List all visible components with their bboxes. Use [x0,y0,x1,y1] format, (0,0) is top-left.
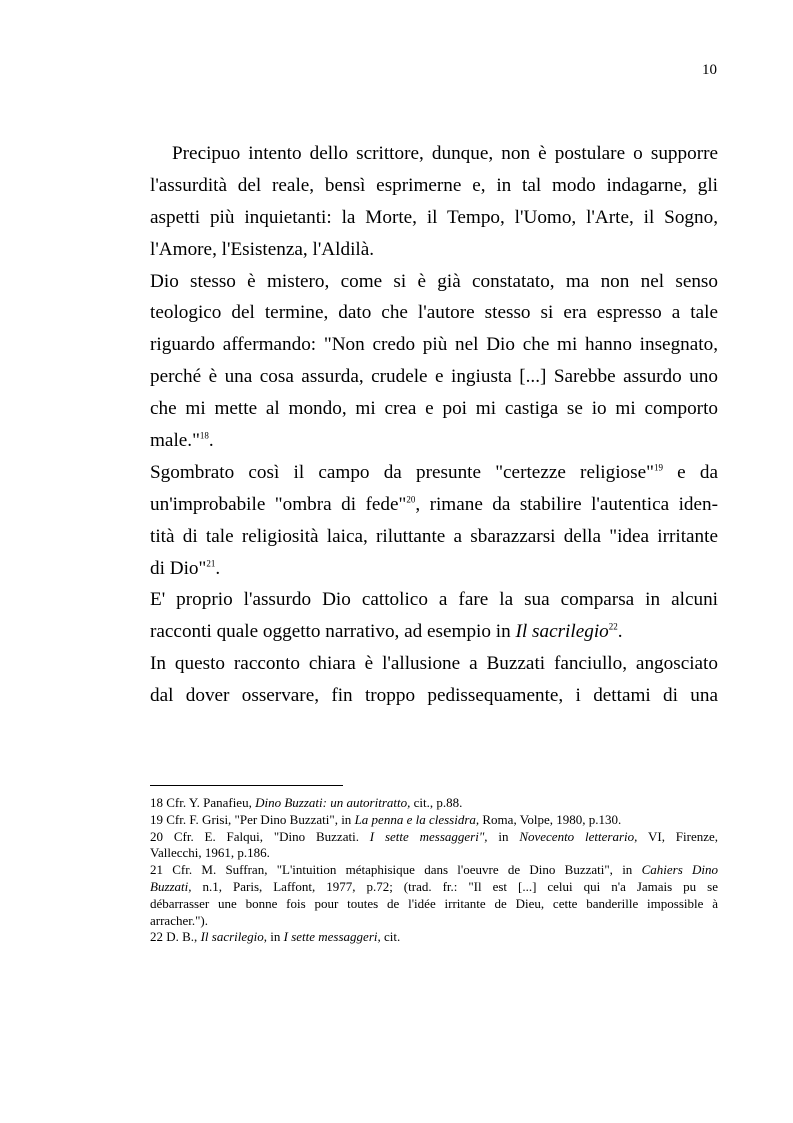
text-segment: Cfr. E. Falqui, "Dino Buzzati. [163,828,370,844]
work-title: I sette messaggeri", [369,828,488,844]
footnote-22 [150,929,718,946]
footnote-number: 20 [150,828,163,844]
footnote-number: 19 [150,811,163,827]
text-line [150,553,718,585]
text-line: In questo racconto chiara è l'allusione a Buzzati fanciullo, angosciato [150,653,718,675]
footnotes [150,795,718,946]
text-line: perché è una cosa assurda, crudele e ingiusta [...] Sarebbe assurdo uno [150,366,718,388]
text-segment: Sgombrato così il campo da presunte "certezze religiose" [150,461,654,483]
text-segment: , in [263,929,284,945]
text-line: tità di tale religiosità laica, riluttante a sbarazzarsi della "idea irritante [150,525,718,547]
text-line: aspetti più inquietanti: la Morte, il Tempo, l'Uomo, l'Arte, il Sogno, [150,206,718,228]
text-segment: e da [662,461,718,483]
footnote-ref: 20 [406,494,416,505]
text-segment: Cfr. Y. Panafieu, [163,795,256,810]
footnote-19 [150,812,718,829]
text-segment: in [487,828,520,844]
footnote-21-cont [150,896,718,913]
text-line: riguardo affermando: "Non credo più nel Dio che mi hanno insegnato, [150,334,718,356]
footnote-separator [150,785,343,786]
work-title: Il sacrilegio [515,621,609,643]
text-line: l'Amore, l'Esistenza, l'Aldilà. [150,238,375,260]
text-line [150,489,718,521]
text-segment: Vallecchi, 1961, p.186. [150,845,270,861]
footnote-21-cont [150,879,718,896]
text-line: che mi mette al mondo, mi crea e poi mi castiga se io mi comporto [150,398,718,420]
work-title: La penna e la clessidra, [354,811,480,827]
text-line: E' proprio l'assurdo Dio cattolico a fare la sua comparsa in alcuni [150,589,718,611]
footnote-18 [150,795,718,812]
body-text [150,138,718,712]
text-segment: un'improbabile "ombra di fede" [150,493,407,515]
text-segment: male." [150,430,200,452]
text-line [150,457,718,489]
work-title: Cahiers Dino [641,862,719,878]
footnote-ref: 21 [206,558,216,569]
footnote-ref: 22 [608,621,618,632]
text-segment: cit. [380,929,401,945]
text-segment: . [617,621,623,643]
footnote-ref: 18 [199,430,209,441]
footnote-number: 22 [150,929,163,945]
text-line: dal dover osservare, fin troppo pedissequamente, i dettami di una [150,685,718,707]
text-segment: n.1, Paris, Laffont, 1977, p.72; (trad. fr.: "Il est [...] celui qui n'a Jamais pu se [191,878,718,894]
text-segment: di Dio" [150,557,207,579]
footnote-21 [150,862,718,879]
text-segment: Cfr. M. Suffran, "L'intuition métaphisique dans l'oeuvre de Dino Buzzati", in [163,862,642,878]
footnote-20-cont [150,845,718,862]
text-line [150,616,718,648]
footnote-number: 21 [150,862,163,878]
footnote-ref: 19 [653,462,663,473]
work-title: Dino Buzzati: un autoritratto, [255,795,411,810]
text-segment: Cfr. F. Grisi, "Per Dino Buzzati", in [163,811,355,827]
footnote-20 [150,829,718,846]
footnote-number: 18 [150,795,163,810]
text-segment: , rimane da stabilire l'autentica iden- [415,493,718,515]
work-title: I sette messaggeri, [283,929,381,945]
text-line [150,425,718,457]
work-title: Buzzati, [150,878,192,894]
text-segment: VI, Firenze, [637,828,719,844]
text-line: Precipuo intento dello scrittore, dunque, non è postulare o supporre [172,143,718,164]
text-segment: Roma, Volpe, 1980, p.130. [479,811,622,827]
text-segment: D. B., [163,929,201,945]
work-title: Novecento letterario, [519,828,638,844]
text-segment: racconti quale oggetto narrativo, ad esempio in [150,621,516,643]
text-segment: . [208,430,214,452]
text-line: l'assurdità del reale, bensì esprimerne e, in tal modo indagarne, gli [150,174,718,196]
text-line: Dio stesso è mistero, come si è già constatato, ma non nel senso [150,270,718,292]
work-title: Il sacrilegio [200,929,264,945]
page-number: 10 [702,62,717,78]
text-segment: cit., p.88. [410,795,463,810]
text-line: teologico del termine, dato che l'autore stesso si era espresso a tale [150,302,718,324]
text-segment: arracher."). [150,912,208,928]
text-segment: . [215,557,221,579]
footnote-21-cont [150,913,718,930]
text-segment: débarrasser une bonne fois pour toutes de l'idée irritante de Dieu, cette banderille impossible à [150,895,718,911]
